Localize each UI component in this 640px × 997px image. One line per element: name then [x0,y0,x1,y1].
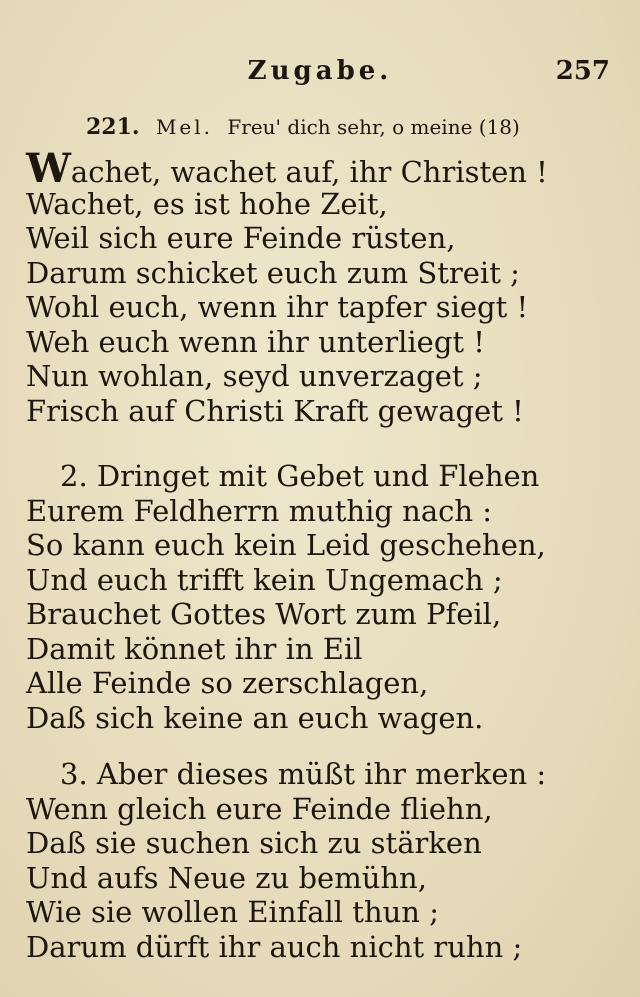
verse-number: 2. [60,459,88,493]
page-number: 257 [555,56,610,86]
verse-line: Alle Feinde so zerschlagen, [26,666,429,700]
running-header: Zugabe. [247,56,393,86]
verse-line: Und aufs Neue zu bemühn, [26,860,427,895]
verse-line [26,757,616,792]
verse-line [26,459,616,494]
verse-line [26,145,616,192]
verse-line: Wenn gleich eure Feinde fliehn, [26,791,493,826]
verse-line: Darum dürft ihr auch nicht ruhn ; [26,929,523,964]
verse-line: Damit könnet ihr in Eil [26,631,363,666]
verse-line: Frisch auf Christi Kraft gewaget ! [26,393,524,428]
drop-cap: W [26,145,71,192]
verse-line: Darum schicket euch zum Streit ; [26,255,520,290]
verse-line: Weh euch wenn ihr unterliegt ! [26,324,485,359]
verse-line: Brauchet Gottes Wort zum Pfeil, [26,597,502,631]
verse-line: Weil sich eure Feinde rüsten, [26,221,456,255]
verse-first-line: Aber dieses müßt ihr merken : [96,757,547,791]
verse-first-line: Dringet mit Gebet und Flehen [96,459,540,493]
melody-label: Mel. [155,115,214,139]
verse-line: Eurem Feldherrn muthig nach : [26,493,493,528]
verse-line: Wohl euch, wenn ihr tapfer siegt ! [26,290,529,324]
verse-line: Daß sie suchen sich zu stärken [26,826,482,860]
verse-number: 3. [60,757,88,791]
verse-first-line: achet, wachet auf, ihr Christen ! [70,155,548,189]
hymn-heading [86,114,606,140]
verse-line: Wachet, es ist hohe Zeit, [26,186,388,221]
verse-line: Nun wohlan, seyd unverzaget ; [26,359,483,393]
melody-reference: Freu' dich sehr, o meine (18) [227,115,520,139]
verse-line: Daß sich keine an euch wagen. [26,700,484,735]
verse-line: So kann euch kein Leid geschehen, [26,528,546,562]
verse-3 [26,757,616,964]
verse-line: Wie sie wollen Einfall thun ; [26,895,439,929]
verse-line: Und euch trifft kein Ungemach ; [26,562,503,597]
verse-1 [26,145,616,428]
hymn-number: 221. [86,114,140,140]
verse-2 [26,459,616,735]
